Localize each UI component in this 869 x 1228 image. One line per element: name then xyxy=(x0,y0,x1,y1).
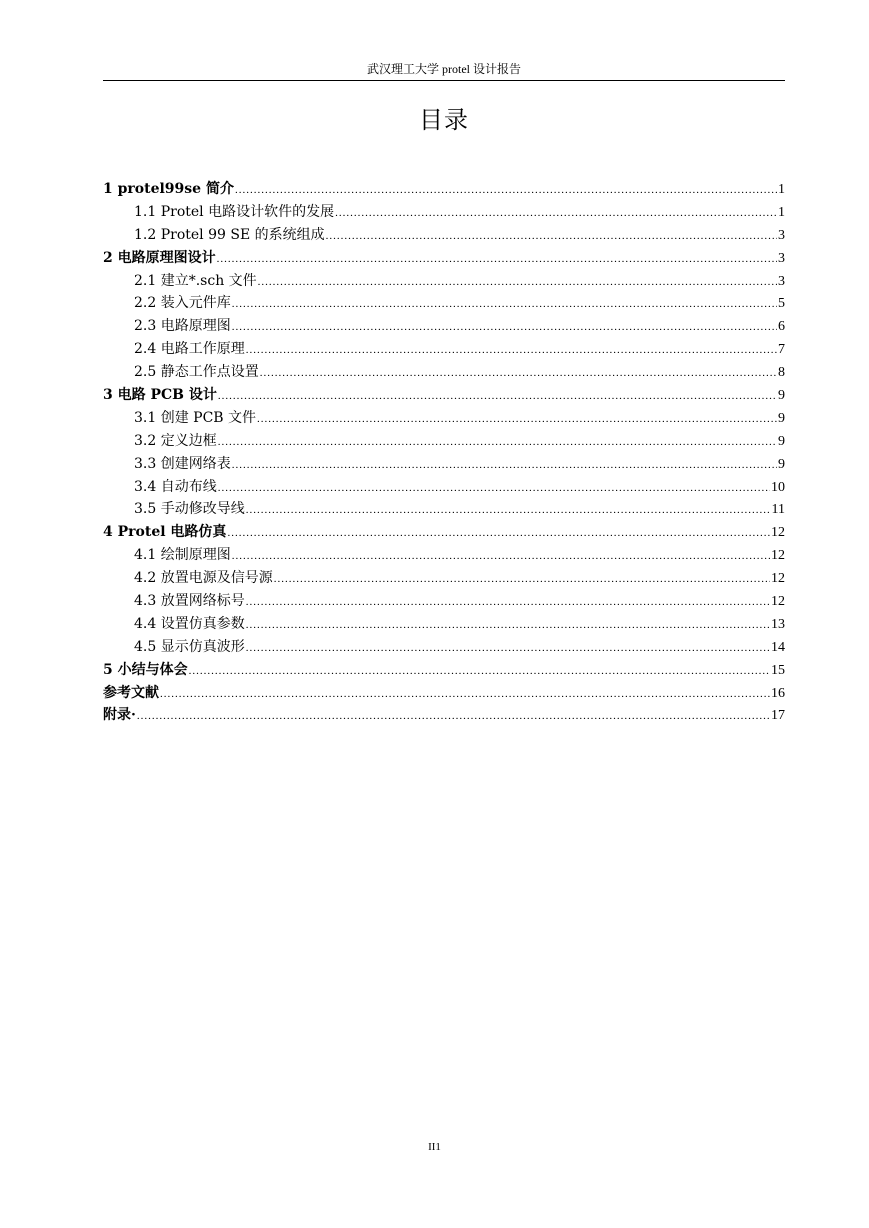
table-of-contents xyxy=(103,178,785,727)
toc-leader-dots xyxy=(218,385,777,408)
toc-entry-page: 11 xyxy=(771,502,785,518)
toc-leader-dots xyxy=(246,614,770,637)
toc-entry-title: 3.2 定义边框 xyxy=(134,432,217,449)
toc-leader-dots xyxy=(257,408,777,431)
toc-entry-title: 4.5 显示仿真波形 xyxy=(134,638,245,655)
toc-entry-page: 14 xyxy=(771,639,785,655)
toc-entry-page: 6 xyxy=(778,319,785,335)
toc-leader-dots xyxy=(160,683,770,706)
toc-leader-dots xyxy=(137,705,770,728)
toc-leader-dots xyxy=(232,454,777,477)
toc-entry[interactable] xyxy=(103,338,785,361)
toc-entry-page: 12 xyxy=(771,594,785,610)
toc-entry-title: 2.1 建立*.sch 文件 xyxy=(134,272,257,289)
toc-entry-page: 17 xyxy=(771,708,785,724)
toc-entry-title: 1.2 Protel 99 SE 的系统组成 xyxy=(134,226,325,243)
toc-entry-page: 1 xyxy=(778,204,785,220)
toc-leader-dots xyxy=(326,225,777,248)
toc-leader-dots xyxy=(189,660,770,683)
toc-entry[interactable] xyxy=(103,476,785,499)
toc-entry[interactable] xyxy=(103,292,785,315)
toc-leader-dots xyxy=(218,431,777,454)
toc-leader-dots xyxy=(232,545,770,568)
toc-leader-dots xyxy=(335,202,777,225)
toc-entry[interactable] xyxy=(103,270,785,293)
toc-entry-page: 7 xyxy=(778,342,785,358)
toc-entry[interactable] xyxy=(103,384,785,407)
toc-entry-page: 5 xyxy=(778,296,785,312)
toc-entry-title: 1 protel99se 简介 xyxy=(103,181,234,197)
toc-entry-title: 4 Protel 电路仿真 xyxy=(103,524,227,541)
toc-entry-title: 4.4 设置仿真参数 xyxy=(134,615,245,632)
toc-leader-dots xyxy=(232,316,777,339)
toc-entry-title: 参考文献 xyxy=(103,684,159,701)
toc-entry-title: 1.1 Protel 电路设计软件的发展 xyxy=(134,203,335,220)
toc-entry[interactable] xyxy=(103,704,785,727)
toc-entry-page: 9 xyxy=(778,410,785,426)
toc-entry-page: 10 xyxy=(771,479,785,495)
toc-entry-page: 15 xyxy=(771,662,785,678)
toc-leader-dots xyxy=(246,637,770,660)
toc-entry-page: 12 xyxy=(771,525,785,541)
toc-entry-title: 2.4 电路工作原理 xyxy=(134,341,245,358)
running-header: 武汉理工大学 protel 设计报告 xyxy=(367,62,521,76)
toc-leader-dots xyxy=(217,248,777,271)
toc-entry[interactable] xyxy=(103,361,785,384)
toc-entry-title: 2.5 静态工作点设置 xyxy=(134,364,259,381)
toc-entry-title: 3.3 创建网络表 xyxy=(134,455,231,472)
toc-entry-page: 12 xyxy=(771,571,785,587)
toc-entry[interactable] xyxy=(103,453,785,476)
toc-entry[interactable] xyxy=(103,430,785,453)
toc-entry-title: 2 电路原理图设计 xyxy=(103,249,216,266)
toc-entry[interactable] xyxy=(103,247,785,270)
toc-entry-title: 2.3 电路原理图 xyxy=(134,318,231,335)
toc-entry-title: 4.3 放置网络标号 xyxy=(134,593,245,610)
toc-entry-page: 1 xyxy=(778,182,785,197)
toc-entry[interactable] xyxy=(103,613,785,636)
toc-leader-dots xyxy=(218,477,770,500)
toc-entry-page: 9 xyxy=(778,388,785,404)
toc-title: 目录 xyxy=(419,106,469,134)
toc-entry[interactable] xyxy=(103,521,785,544)
toc-entry-title: 3.1 创建 PCB 文件 xyxy=(134,409,257,426)
toc-entry[interactable] xyxy=(103,498,785,521)
toc-leader-dots xyxy=(227,522,770,545)
toc-entry-page: 9 xyxy=(778,456,785,472)
toc-entry-page: 12 xyxy=(771,548,785,564)
toc-leader-dots xyxy=(260,362,777,385)
toc-entry-page: 9 xyxy=(778,433,785,449)
toc-entry-page: 3 xyxy=(778,250,785,266)
toc-entry-title: 附录· xyxy=(103,707,136,724)
toc-leader-dots xyxy=(258,271,777,294)
toc-entry-page: 13 xyxy=(771,616,785,632)
toc-entry[interactable] xyxy=(103,315,785,338)
toc-entry[interactable] xyxy=(103,224,785,247)
toc-entry-title: 4.2 放置电源及信号源 xyxy=(134,570,273,587)
toc-leader-dots xyxy=(235,179,777,202)
toc-entry[interactable] xyxy=(103,544,785,567)
toc-entry[interactable] xyxy=(103,567,785,590)
toc-entry-page: 3 xyxy=(778,273,785,289)
toc-leader-dots xyxy=(274,568,770,591)
toc-entry-title: 3.4 自动布线 xyxy=(134,478,217,495)
header-rule xyxy=(103,80,785,81)
toc-entry-title: 4.1 绘制原理图 xyxy=(134,547,231,564)
toc-entry-title: 3 电路 PCB 设计 xyxy=(103,387,217,404)
toc-entry[interactable] xyxy=(103,201,785,224)
toc-entry[interactable] xyxy=(103,590,785,613)
toc-entry-title: 5 小结与体会 xyxy=(103,661,188,678)
toc-entry-page: 16 xyxy=(771,685,785,701)
toc-leader-dots xyxy=(246,499,771,522)
toc-leader-dots xyxy=(246,591,770,614)
toc-entry[interactable] xyxy=(103,682,785,705)
page-number: II1 xyxy=(428,1141,441,1153)
toc-entry[interactable] xyxy=(103,636,785,659)
toc-entry-title: 2.2 装入元件库 xyxy=(134,295,231,312)
toc-entry-page: 8 xyxy=(778,365,785,381)
toc-entry-title: 3.5 手动修改导线 xyxy=(134,501,245,518)
toc-entry[interactable] xyxy=(103,659,785,682)
toc-entry[interactable] xyxy=(103,178,785,201)
toc-leader-dots xyxy=(232,293,777,316)
toc-entry[interactable] xyxy=(103,407,785,430)
toc-leader-dots xyxy=(246,339,777,362)
toc-entry-page: 3 xyxy=(778,227,785,243)
